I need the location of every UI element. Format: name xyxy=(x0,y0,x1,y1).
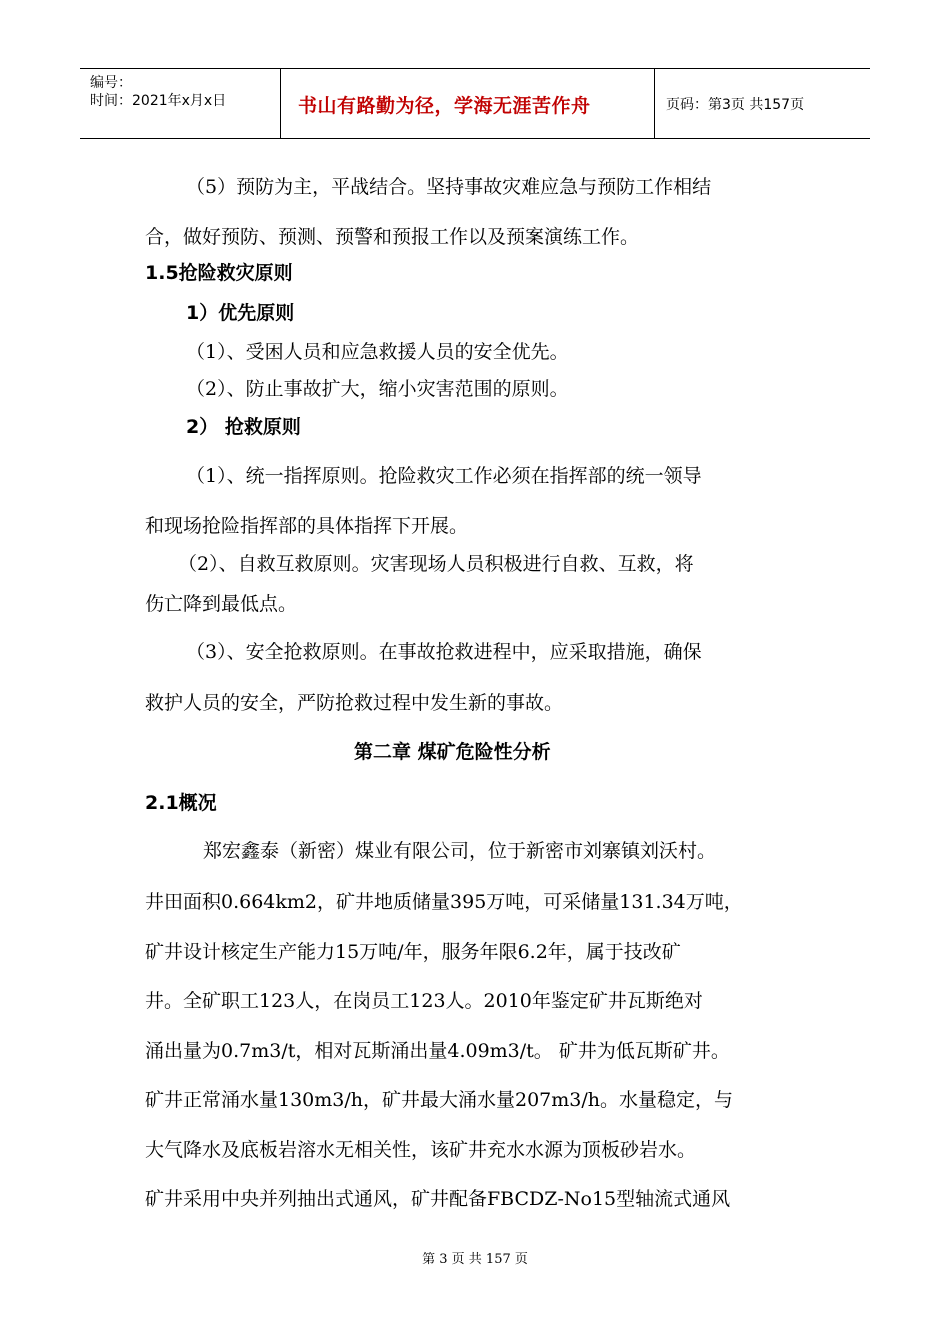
header-page-cell xyxy=(654,69,870,138)
header-motto-cell xyxy=(280,69,655,138)
paragraph-line: 涌出量为0.7m3/t，相对瓦斯涌出量4.09m3/t。 矿井为低瓦斯矿井。 xyxy=(145,1040,730,1062)
subsection-heading: 2） 抢救原则 xyxy=(186,416,301,438)
chapter-heading: 第二章 煤矿危险性分析 xyxy=(354,741,551,763)
time-label: 时间：2021年x月x日 xyxy=(90,93,227,109)
paragraph-line: 救护人员的安全，严防抢救过程中发生新的事故。 xyxy=(145,692,564,714)
list-item: （1）、受困人员和应急救援人员的安全优先。 xyxy=(186,341,569,363)
paragraph-line: （2）、自救互救原则。灾害现场人员积极进行自救、互救，将 xyxy=(178,553,694,575)
paragraph-line: （5）预防为主，平战结合。坚持事故灾难应急与预防工作相结 xyxy=(186,176,712,198)
paragraph-line: 矿井采用中央并列抽出式通风，矿井配备FBCDZ-No15型轴流式通风 xyxy=(145,1188,731,1210)
section-heading: 2.1概况 xyxy=(145,792,217,814)
page-header xyxy=(80,68,870,139)
paragraph-line: 伤亡降到最低点。 xyxy=(145,593,298,615)
paragraph-line: 合，做好预防、预测、预警和预报工作以及预案演练工作。 xyxy=(145,226,640,248)
paragraph-line: 井田面积0.664km2，矿井地质储量395万吨，可采储量131.34万吨， xyxy=(145,891,743,913)
paragraph-line: 和现场抢险指挥部的具体指挥下开展。 xyxy=(145,515,469,537)
paragraph-line: （1）、统一指挥原则。抢险救灾工作必须在指挥部的统一领导 xyxy=(186,465,702,487)
subsection-heading: 1）优先原则 xyxy=(186,302,295,324)
paragraph-line: 矿井正常涌水量130m3/h，矿井最大涌水量207m3/h。水量稳定，与 xyxy=(145,1089,734,1111)
number-label: 编号： xyxy=(90,75,132,91)
paragraph-line: 郑宏鑫泰（新密）煤业有限公司，位于新密市刘寨镇刘沃村。 xyxy=(203,840,717,862)
paragraph-line: 大气降水及底板岩溶水无相关性，该矿井充水水源为顶板砂岩水。 xyxy=(145,1139,697,1161)
paragraph-line: 井。全矿职工123人，在岗员工123人。2010年鉴定矿井瓦斯绝对 xyxy=(145,990,703,1012)
header-info-cell xyxy=(80,69,281,138)
list-item: （2）、防止事故扩大，缩小灾害范围的原则。 xyxy=(186,378,569,400)
section-heading: 1.5抢险救灾原则 xyxy=(145,262,293,284)
paragraph-line: （3）、安全抢救原则。在事故抢救进程中，应采取措施，确保 xyxy=(186,641,702,663)
page-info: 页码：第3页 共157页 xyxy=(666,97,805,113)
motto-text: 书山有路勤为径，学海无涯苦作舟 xyxy=(298,95,591,117)
paragraph-line: 矿井设计核定生产能力15万吨/年，服务年限6.2年，属于技改矿 xyxy=(145,941,681,963)
page-footer: 第 3 页 共 157 页 xyxy=(422,1252,528,1267)
